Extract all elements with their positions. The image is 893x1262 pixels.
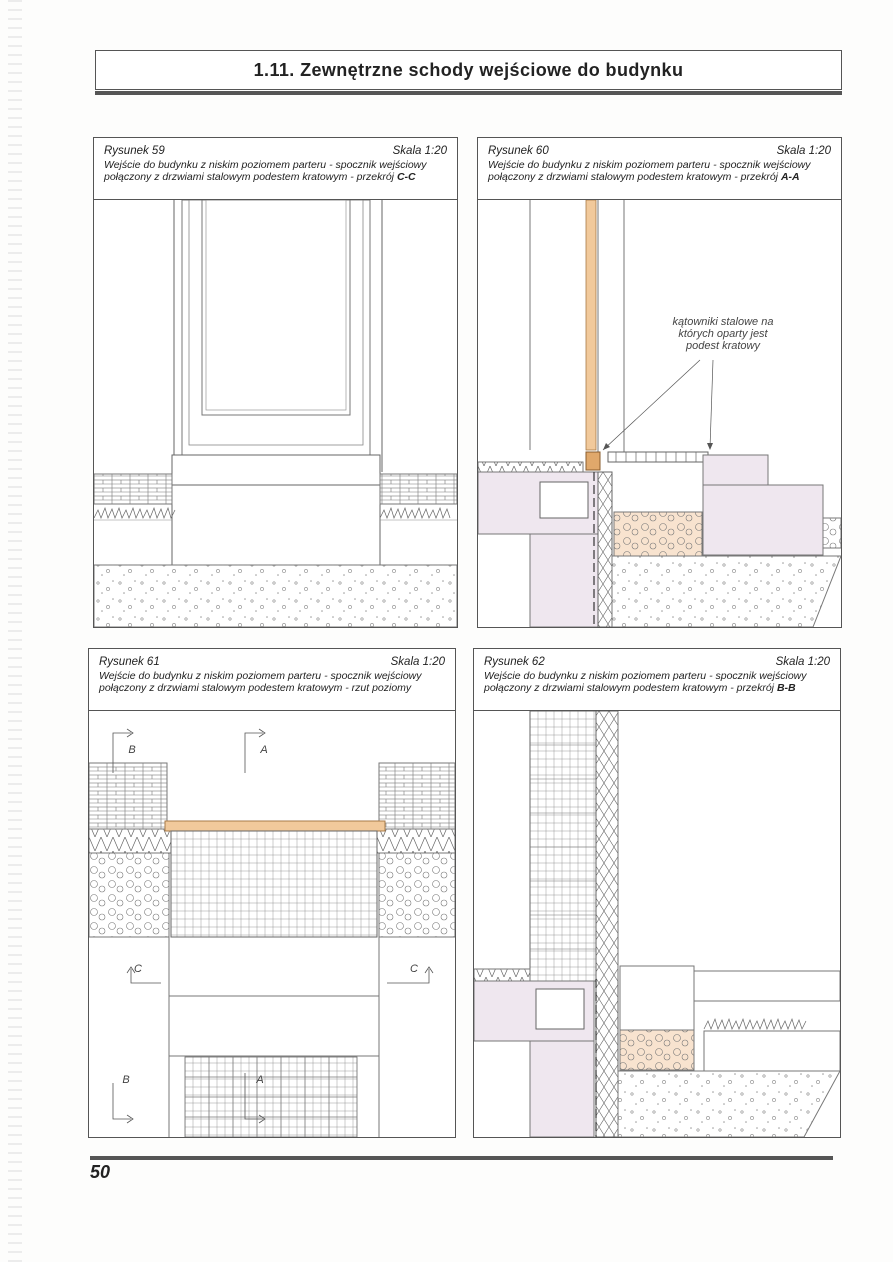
mark-b-top: B: [128, 744, 136, 756]
title-rule: [95, 91, 842, 95]
figure-59-panel: [93, 137, 458, 628]
figure-62-drawing: [474, 711, 840, 1137]
page-number: 50: [90, 1162, 111, 1182]
figure-61-label: Rysunek 61: [99, 656, 160, 668]
figure-61-desc-1: Wejście do budynku z niskim poziomem parteru - spocznik wejściowy: [99, 669, 422, 682]
figure-59-desc-2: połączony z drzwiami stalowym podestem kratowym - przekrój: [104, 171, 397, 183]
figure-61-caption: [89, 649, 455, 711]
figure-60-scale: Skala 1:20: [776, 145, 831, 157]
figure-60-label: Rysunek 60: [488, 145, 549, 157]
mark-a-top: A: [260, 744, 268, 756]
figure-60-desc-1: Wejście do budynku z niskim poziomem parteru - spocznik wejściowy: [488, 158, 811, 171]
figure-62-panel: [473, 648, 841, 1138]
mark-c-left: C: [134, 963, 142, 975]
mark-b-bottom: B: [122, 1074, 130, 1086]
figure-59-label: Rysunek 59: [104, 145, 165, 157]
figure-60-drawing: [478, 200, 841, 627]
figure-61-desc-2: połączony z drzwiami stalowym podestem kratowym - rzut poziomy: [99, 682, 412, 694]
binding-marks: [8, 0, 22, 1262]
figure-59-drawing: [94, 200, 457, 627]
section-title: 1.11. Zewnętrzne schody wejściowe do budynku: [253, 59, 684, 80]
figure-61-panel: [88, 648, 456, 1138]
figure-62-caption: [474, 649, 840, 711]
figure-62-section: B-B: [776, 682, 796, 694]
figure-62-desc-2: połączony z drzwiami stalowym podestem kratowym - przekrój: [484, 682, 777, 694]
figure-59-section: C-C: [396, 171, 416, 183]
figure-59-caption: [94, 138, 457, 200]
figure-60-panel: [477, 137, 842, 628]
figure-62-scale: Skala 1:20: [775, 656, 830, 668]
figure-61-drawing: [89, 711, 455, 1137]
figure-61-scale: Skala 1:20: [390, 656, 445, 668]
figure-62-label: Rysunek 62: [484, 656, 545, 668]
figure-60-desc-2: połączony z drzwiami stalowym podestem kratowym - przekrój: [488, 171, 781, 183]
figure-59-desc-1: Wejście do budynku z niskim poziomem parteru - spocznik wejściowy: [104, 158, 427, 171]
figure-62-desc-1: Wejście do budynku z niskim poziomem parteru - spocznik wejściowy: [484, 669, 807, 682]
figure-60-caption: [478, 138, 841, 200]
figure-60-section: A-A: [780, 171, 800, 183]
footer-rule: [90, 1156, 833, 1160]
section-title-box: [95, 50, 842, 90]
figure-60-annotation: kątowniki stalowe na których oparty jest podest kratowy: [672, 316, 774, 352]
figure-59-scale: Skala 1:20: [392, 145, 447, 157]
mark-c-right: C: [410, 963, 418, 975]
mark-a-bottom: A: [256, 1074, 264, 1086]
